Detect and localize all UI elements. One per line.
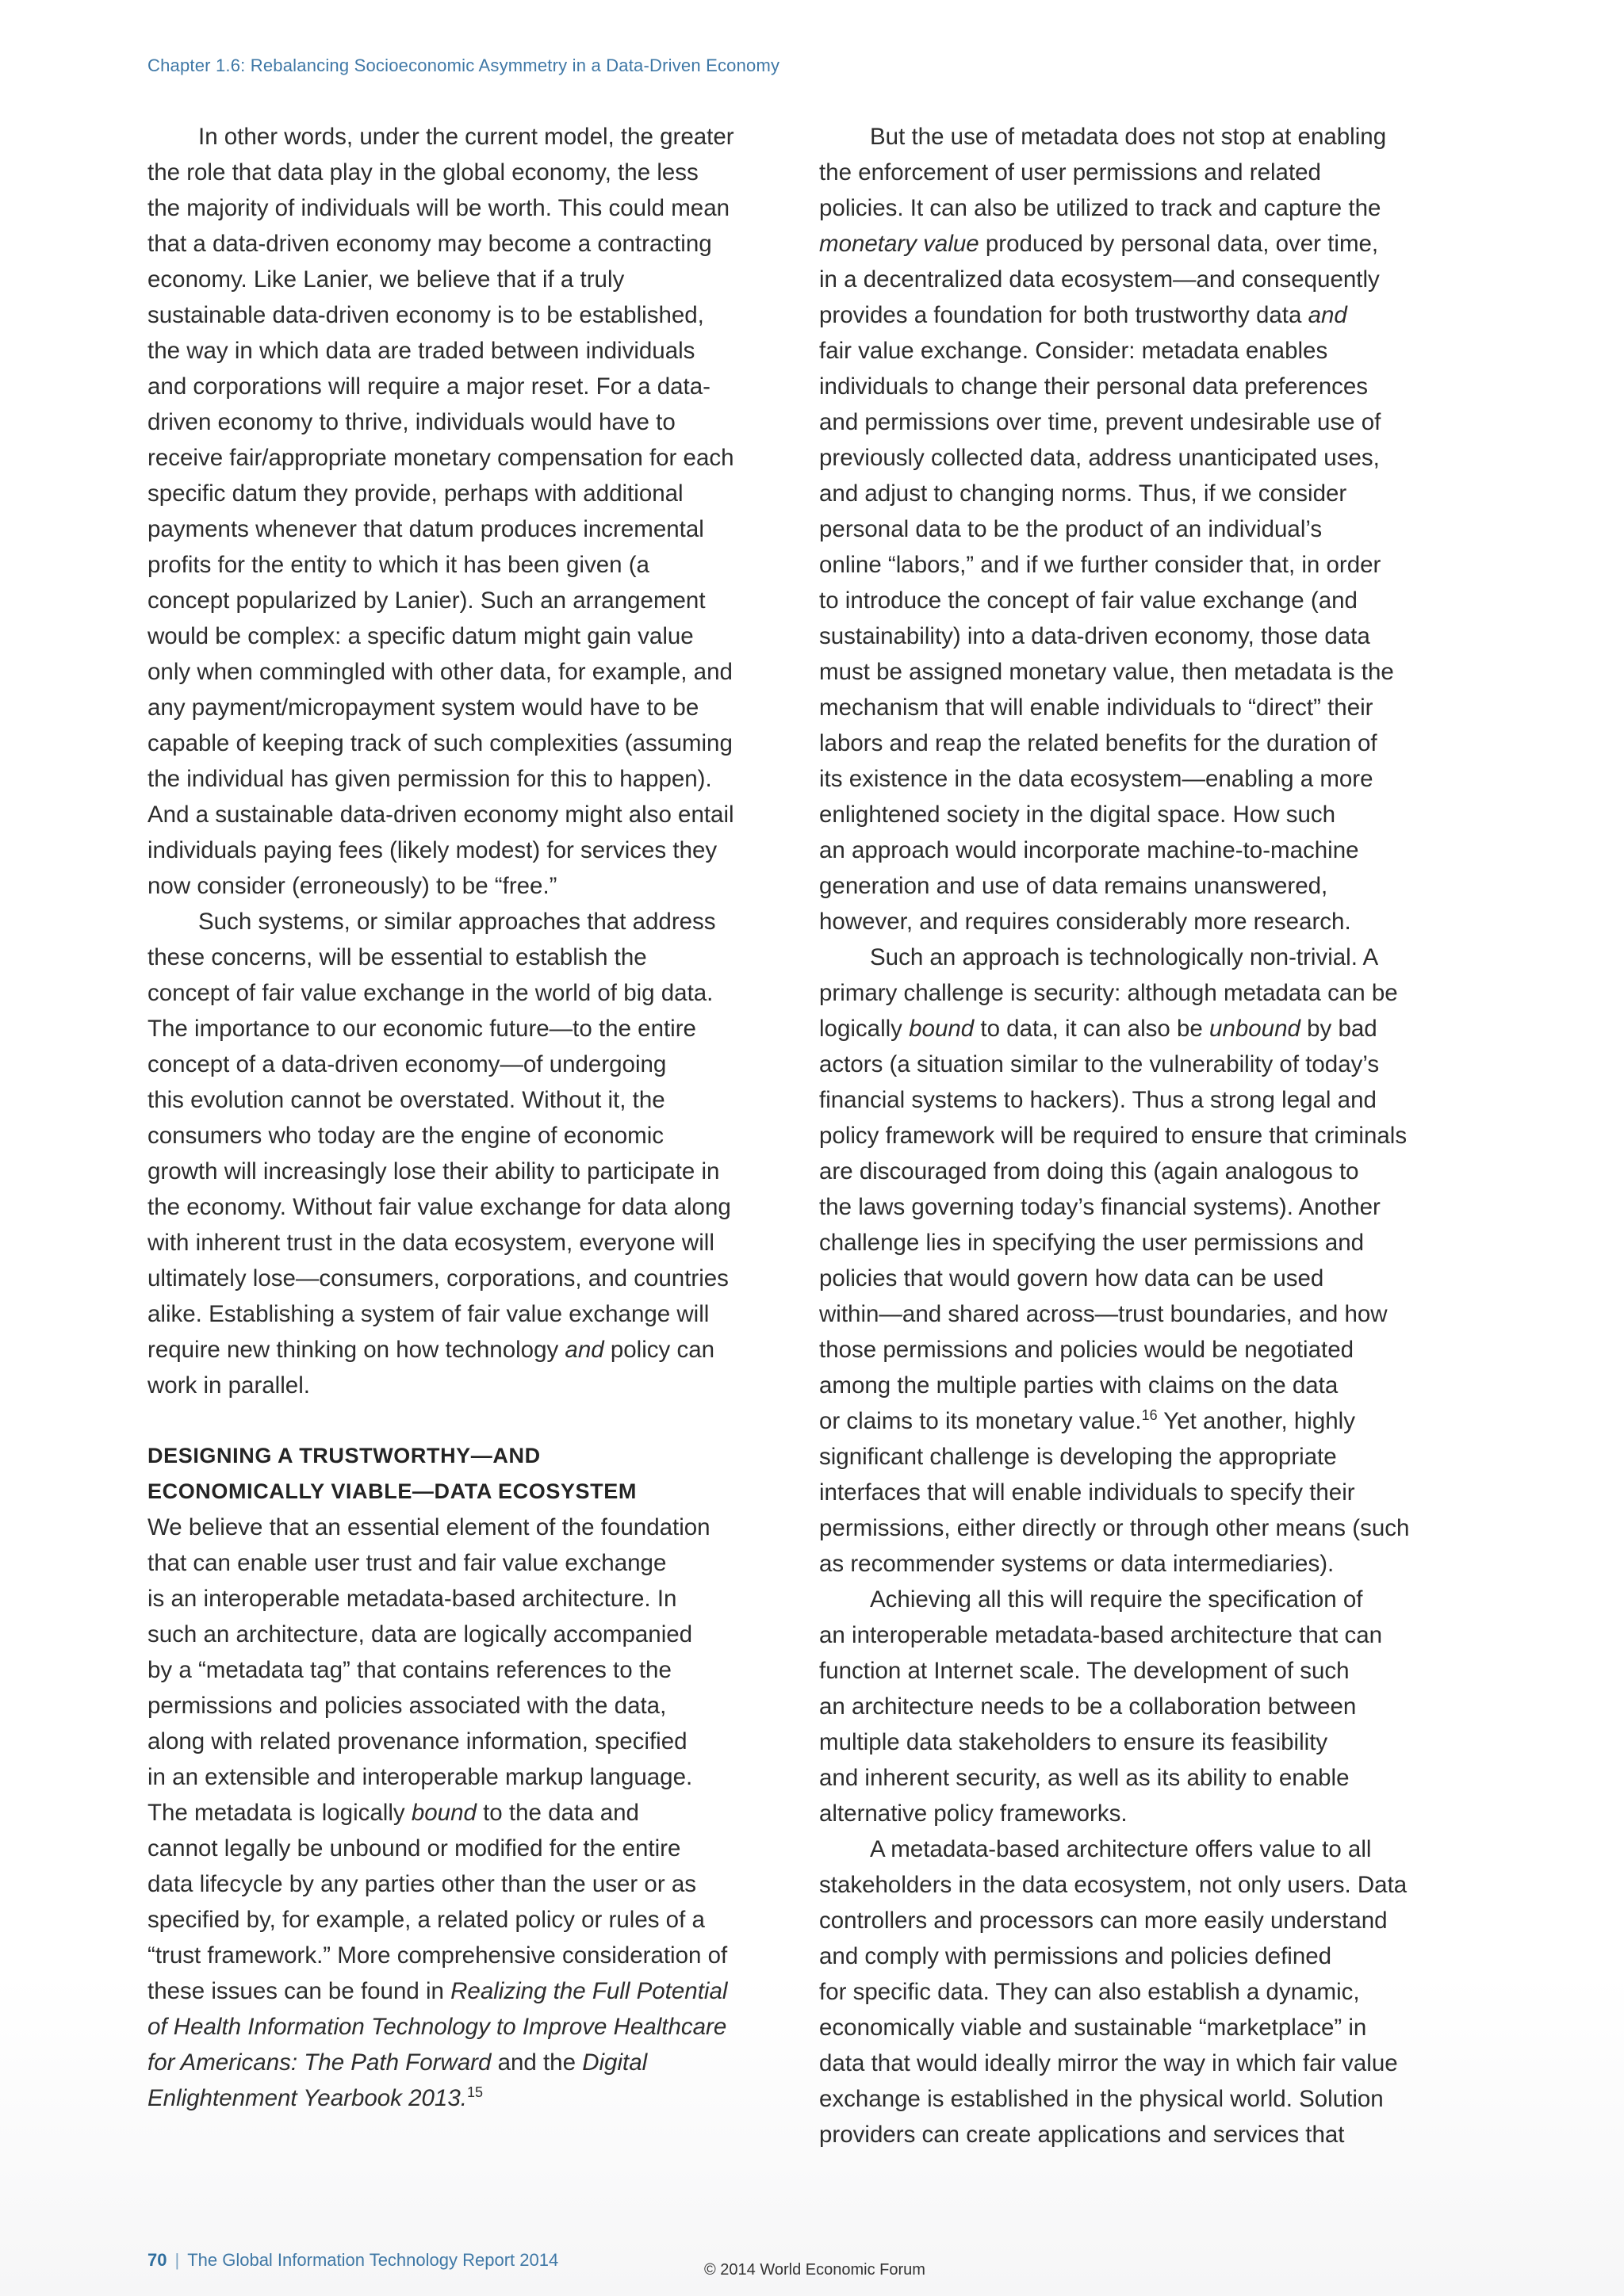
text-run: and the	[491, 2049, 583, 2076]
text-line: significant challenge is developing the appropriate	[819, 1444, 1337, 1470]
heading-line: ECONOMICALLY VIABLE—DATA ECOSYSTEM	[147, 1479, 637, 1503]
text-line: capable of keeping track of such complexities (assuming	[147, 730, 733, 756]
paragraph-fair-value	[147, 904, 774, 1403]
text-line	[147, 1795, 774, 1831]
reference-title: Digital	[582, 2049, 648, 2076]
text-run: logically	[819, 1016, 910, 1042]
text-line: the laws governing today’s financial systems). Another	[819, 1194, 1381, 1220]
copyright-notice: © 2014 World Economic Forum	[704, 2261, 925, 2279]
text-line: that can enable user trust and fair value exchange	[147, 1550, 667, 1576]
text-line: Achieving all this will require the specification of	[870, 1586, 1363, 1613]
text-line: We believe that an essential element of the foundation	[147, 1514, 710, 1540]
emphasis-text: unbound	[1209, 1016, 1300, 1042]
text-run: or claims to its monetary value.	[819, 1408, 1142, 1434]
text-line: challenge lies in specifying the user permissions and	[819, 1230, 1365, 1256]
text-line: growth will increasingly lose their ability to participate in	[147, 1158, 720, 1184]
text-run: The metadata is logically	[147, 1800, 412, 1826]
left-column	[147, 119, 774, 2116]
text-line	[819, 1403, 1446, 1439]
page-number: 70	[147, 2250, 167, 2270]
text-run: to data, it can also be	[974, 1016, 1210, 1042]
emphasis-text: and	[565, 1337, 604, 1363]
reference-title: for Americans: The Path Forward	[147, 2049, 492, 2076]
text-line: policies. It can also be utilized to track and capture the	[819, 195, 1381, 221]
text-line: policies that would govern how data can be used	[819, 1265, 1324, 1292]
text-line: previously collected data, address unanticipated uses,	[819, 445, 1380, 471]
footnote-ref-15[interactable]: 15	[466, 2084, 483, 2101]
text-line: profits for the entity to which it has been given (a	[147, 552, 649, 578]
reference-title: Enlightenment Yearbook 2013.	[147, 2085, 467, 2111]
text-line: providers can create applications and services that	[819, 2122, 1345, 2148]
text-line	[147, 2045, 774, 2080]
text-line: policy framework will be required to ensure that criminals	[819, 1123, 1408, 1149]
running-head: Chapter 1.6: Rebalancing Socioeconomic Asymmetry in a Data-Driven Economy	[147, 55, 780, 75]
reference-title: Realizing the Full Potential	[450, 1978, 728, 2004]
text-line: cannot legally be unbound or modified for the entire	[147, 1835, 681, 1862]
section-heading	[147, 1438, 774, 1510]
reference-title: of Health Information Technology to Improve Healthcare	[147, 2014, 727, 2040]
text-line: an interoperable metadata-based architecture that can	[819, 1622, 1383, 1648]
text-run: these issues can be found in	[147, 1978, 451, 2004]
paragraph-stakeholder-value	[819, 1831, 1446, 2152]
text-line: sustainability) into a data-driven economy, those data	[819, 623, 1370, 649]
text-line: for specific data. They can also establish a dynamic,	[819, 1979, 1360, 2005]
text-line: specific datum they provide, perhaps with additional	[147, 480, 684, 507]
text-line: with inherent trust in the data ecosystem, everyone will	[147, 1230, 714, 1256]
text-line: receive fair/appropriate monetary compensation for each	[147, 445, 734, 471]
text-line: ultimately lose—consumers, corporations, and countries	[147, 1265, 729, 1292]
text-line: sustainable data-driven economy is to be established,	[147, 302, 704, 328]
paragraph-metadata-value	[819, 119, 1446, 939]
text-line: is an interoperable metadata-based architecture. In	[147, 1586, 677, 1612]
text-line: the individual has given permission for this to happen).	[147, 766, 712, 792]
text-line: concept popularized by Lanier). Such an arrangement	[147, 587, 706, 614]
text-line: and adjust to changing norms. Thus, if we consider	[819, 480, 1347, 507]
text-line: as recommender systems or data intermediaries).	[819, 1551, 1335, 1577]
text-line: and permissions over time, prevent undesirable use of	[819, 409, 1381, 435]
emphasis-text: bound	[411, 1800, 477, 1826]
text-line: are discouraged from doing this (again analogous to	[819, 1158, 1359, 1184]
text-line: driven economy to thrive, individuals would have to	[147, 409, 676, 435]
text-run: to the data and	[476, 1800, 639, 1826]
text-line: exchange is established in the physical world. Solution	[819, 2086, 1384, 2112]
text-line: must be assigned monetary value, then metadata is the	[819, 659, 1394, 685]
text-line: its existence in the data ecosystem—enabling a more	[819, 766, 1373, 792]
text-line: data that would ideally mirror the way in which fair value	[819, 2050, 1398, 2076]
text-line: interfaces that will enable individuals to specify their	[819, 1479, 1355, 1506]
text-line: the enforcement of user permissions and related	[819, 159, 1321, 186]
text-line: the majority of individuals will be worth. This could mean	[147, 195, 730, 221]
footer-separator: |	[174, 2250, 180, 2270]
text-line: by a “metadata tag” that contains references to the	[147, 1657, 672, 1683]
text-line: such an architecture, data are logically accompanied	[147, 1621, 693, 1647]
text-line: only when commingled with other data, for example, and	[147, 659, 733, 685]
text-line: In other words, under the current model, the greater	[198, 124, 734, 150]
report-title: The Global Information Technology Report 2014	[187, 2250, 559, 2270]
text-line: alternative policy frameworks.	[819, 1800, 1128, 1827]
text-run: provides a foundation for both trustworthy data	[819, 302, 1308, 328]
text-line: labors and reap the related benefits for the duration of	[819, 730, 1377, 756]
page-footer	[147, 2250, 558, 2271]
text-line: economically viable and sustainable “marketplace” in	[819, 2015, 1367, 2041]
emphasis-text: bound	[909, 1016, 975, 1042]
text-line: concept of a data-driven economy—of undergoing	[147, 1051, 667, 1077]
text-line: enlightened society in the digital space. How such	[819, 802, 1336, 828]
text-line: But the use of metadata does not stop at enabling	[870, 124, 1387, 150]
text-line: and corporations will require a major reset. For a data-	[147, 373, 710, 400]
text-line: any payment/micropayment system would have to be	[147, 695, 699, 721]
text-line: this evolution cannot be overstated. Without it, the	[147, 1087, 665, 1113]
text-line	[147, 2080, 774, 2116]
text-line	[147, 2009, 774, 2045]
text-line: economy. Like Lanier, we believe that if a truly	[147, 266, 625, 293]
text-line	[147, 1973, 774, 2009]
text-line: would be complex: a specific datum might gain value	[147, 623, 694, 649]
text-line: alike. Establishing a system of fair value exchange will	[147, 1301, 710, 1327]
text-line: among the multiple parties with claims on the data	[819, 1372, 1339, 1399]
section-gap	[147, 1403, 774, 1438]
text-line: data lifecycle by any parties other than the user or as	[147, 1871, 696, 1897]
text-line: the role that data play in the global economy, the less	[147, 159, 699, 186]
paragraph-security-challenge	[819, 939, 1446, 1582]
text-line: controllers and processors can more easily understand	[819, 1908, 1388, 1934]
text-line: “trust framework.” More comprehensive consideration of	[147, 1942, 728, 1969]
text-run: by bad	[1300, 1016, 1377, 1042]
text-line: in a decentralized data ecosystem—and consequently	[819, 266, 1380, 293]
text-line: the way in which data are traded between individuals	[147, 338, 695, 364]
text-line: those permissions and policies would be negotiated	[819, 1337, 1354, 1363]
text-run: require new thinking on how technology	[147, 1337, 565, 1363]
text-run: Yet another, highly	[1157, 1408, 1355, 1434]
text-line: work in parallel.	[147, 1372, 310, 1399]
text-line: individuals to change their personal data preferences	[819, 373, 1369, 400]
emphasis-text: monetary value	[819, 231, 979, 257]
text-line: financial systems to hackers). Thus a strong legal and	[819, 1087, 1377, 1113]
emphasis-text: and	[1308, 302, 1347, 328]
text-line: multiple data stakeholders to ensure its feasibility	[819, 1729, 1328, 1755]
text-line: A metadata-based architecture offers value to all	[870, 1836, 1372, 1862]
text-line: permissions and policies associated with the data,	[147, 1693, 667, 1719]
text-line	[819, 297, 1446, 333]
text-line: these concerns, will be essential to establish the	[147, 944, 647, 970]
text-line	[147, 1332, 774, 1368]
heading-line: DESIGNING A TRUSTWORTHY—AND	[147, 1444, 541, 1468]
text-line: an architecture needs to be a collaboration between	[819, 1693, 1357, 1720]
text-line: an approach would incorporate machine-to-machine	[819, 837, 1359, 863]
text-line: online “labors,” and if we further consider that, in order	[819, 552, 1381, 578]
text-line: function at Internet scale. The development of such	[819, 1658, 1350, 1684]
text-run: policy can	[603, 1337, 715, 1363]
text-line: however, and requires considerably more research.	[819, 909, 1351, 935]
text-line: fair value exchange. Consider: metadata enables	[819, 338, 1328, 364]
text-line	[819, 226, 1446, 262]
text-line: concept of fair value exchange in the world of big data.	[147, 980, 714, 1006]
text-line: permissions, either directly or through other means (such	[819, 1515, 1410, 1541]
text-line: stakeholders in the data ecosystem, not only users. Data	[819, 1872, 1408, 1898]
text-line: And a sustainable data-driven economy might also entail	[147, 802, 734, 828]
text-line: actors (a situation similar to the vulnerability of today’s	[819, 1051, 1380, 1077]
text-line: personal data to be the product of an individual’s	[819, 516, 1323, 542]
text-line	[819, 1011, 1446, 1047]
text-line: mechanism that will enable individuals to “direct” their	[819, 695, 1373, 721]
text-line: now consider (erroneously) to be “free.”	[147, 873, 557, 899]
text-line: within—and shared across—trust boundaries, and how	[819, 1301, 1388, 1327]
text-line: the economy. Without fair value exchange for data along	[147, 1194, 731, 1220]
text-line: Such systems, or similar approaches that address	[198, 909, 716, 935]
text-run: produced by personal data, over time,	[979, 231, 1379, 257]
text-line: payments whenever that datum produces incremental	[147, 516, 704, 542]
text-line: and comply with permissions and policies defined	[819, 1943, 1332, 1969]
paragraph-internet-scale	[819, 1582, 1446, 1831]
text-line: to introduce the concept of fair value exchange (and	[819, 587, 1358, 614]
paragraph-lanier-model	[147, 119, 774, 904]
right-column	[819, 119, 1446, 2152]
text-line: generation and use of data remains unanswered,	[819, 873, 1328, 899]
text-line: Such an approach is technologically non-trivial. A	[870, 944, 1379, 970]
text-line: specified by, for example, a related policy or rules of a	[147, 1907, 705, 1933]
text-line: and inherent security, as well as its ability to enable	[819, 1765, 1350, 1791]
text-line: individuals paying fees (likely modest) for services they	[147, 837, 718, 863]
text-line: primary challenge is security: although metadata can be	[819, 980, 1398, 1006]
text-line: consumers who today are the engine of economic	[147, 1123, 665, 1149]
paragraph-metadata-architecture	[147, 1510, 774, 2116]
text-line: that a data-driven economy may become a contracting	[147, 231, 712, 257]
footnote-ref-16[interactable]: 16	[1141, 1407, 1158, 1424]
text-line: along with related provenance information, specified	[147, 1728, 688, 1755]
text-line: in an extensible and interoperable markup language.	[147, 1764, 693, 1790]
text-line: The importance to our economic future—to the entire	[147, 1016, 696, 1042]
